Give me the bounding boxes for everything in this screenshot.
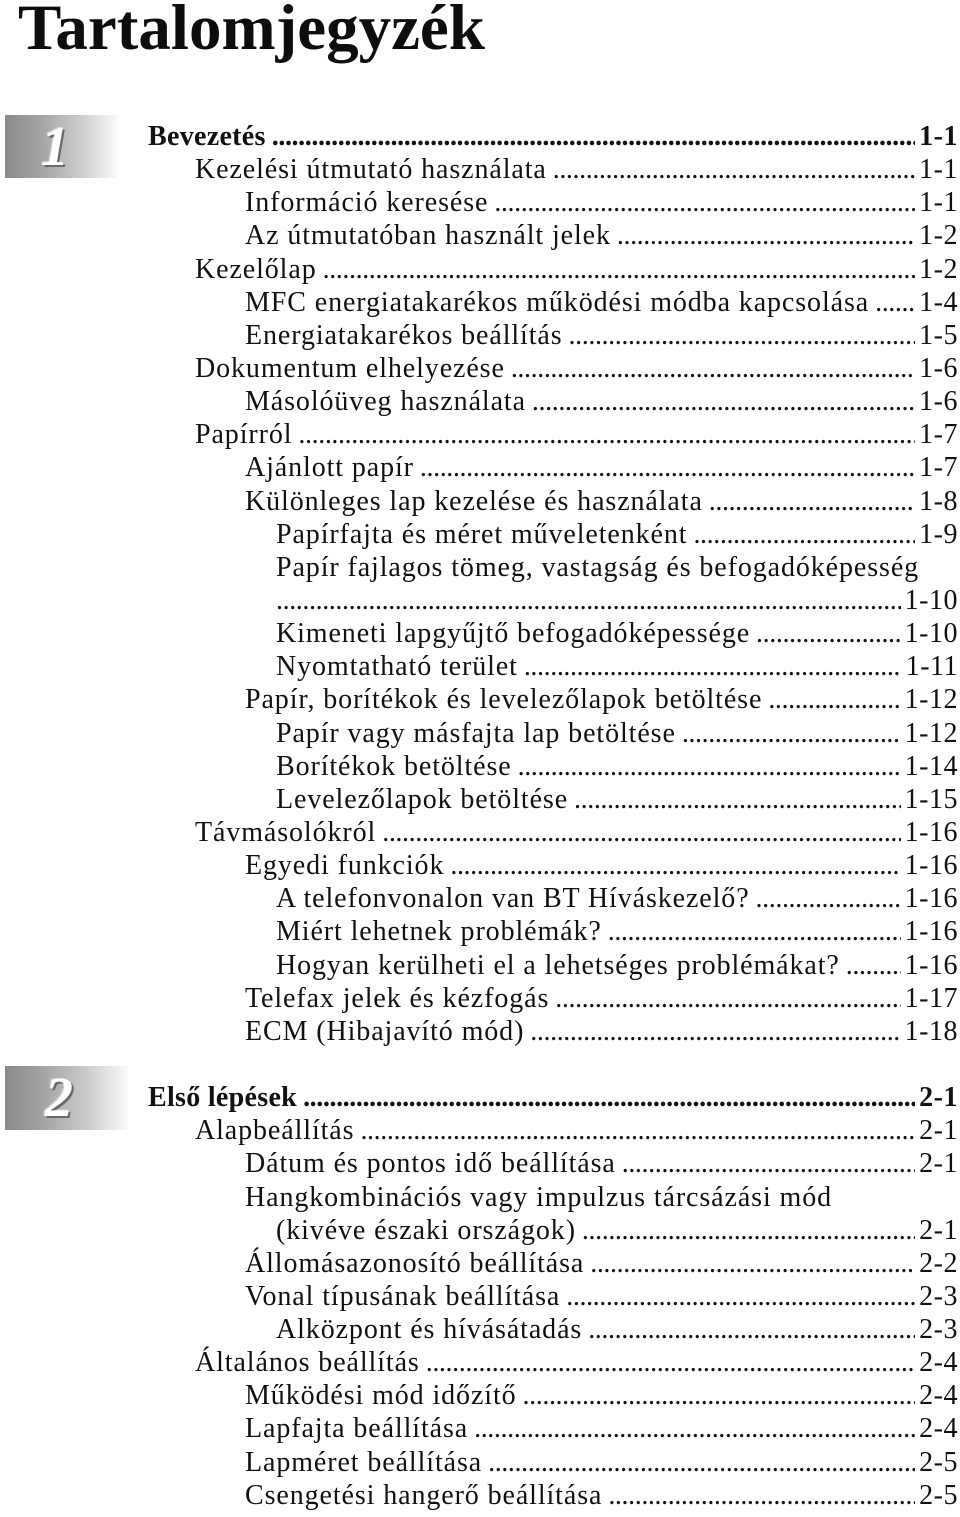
dot-leader [488, 1446, 915, 1479]
page-number: 2-5 [919, 1446, 958, 1478]
dot-leader [272, 120, 915, 153]
entry-title: Papír fajlagos tömeg, vastagság és befogadóképesség [276, 551, 920, 583]
dot-leader [756, 617, 901, 650]
chapter-number: 1 [41, 116, 69, 178]
page-number: 2-1 [919, 1115, 958, 1147]
toc-entry [0, 1181, 958, 1214]
page-number: 1-5 [919, 319, 958, 351]
dot-leader [555, 982, 900, 1015]
toc-entry [0, 1247, 958, 1280]
page-number: 1-7 [919, 452, 958, 484]
page-number: 1-16 [904, 850, 958, 882]
toc-entry [0, 485, 958, 518]
toc-entry [0, 849, 958, 882]
entry-title: Csengetési hangerő beállítása [245, 1479, 603, 1511]
dot-leader [426, 1346, 915, 1379]
toc-entry [0, 650, 958, 683]
entry-title: Lapméret beállítása [245, 1446, 483, 1478]
dot-leader [566, 1280, 915, 1313]
toc-entry [0, 882, 958, 915]
entry-title: Lapfajta beállítása [245, 1413, 469, 1445]
page-number: 2-2 [919, 1247, 958, 1279]
toc-entry [0, 1379, 958, 1412]
dot-leader [846, 949, 901, 982]
dot-leader [276, 584, 901, 617]
dot-leader [608, 1479, 915, 1512]
toc-entry [0, 982, 958, 1015]
dot-leader [450, 849, 900, 882]
dot-leader [303, 1081, 915, 1114]
toc-entry [0, 1313, 958, 1346]
page-number: 1-9 [919, 518, 958, 550]
page-number: 2-5 [919, 1479, 958, 1511]
toc-entry [0, 816, 958, 849]
entry-title: Levelezőlapok betöltése [276, 783, 569, 815]
dot-leader [682, 717, 901, 750]
dot-leader [709, 485, 915, 518]
dot-leader [523, 1379, 916, 1412]
entry-title: Az útmutatóban használt jelek [245, 220, 611, 252]
toc-entry [0, 584, 958, 617]
toc-entry [0, 319, 958, 352]
entry-title: Kimeneti lapgyűjtő befogadóképessége [276, 618, 751, 650]
entry-title: Általános beállítás [195, 1347, 420, 1379]
dot-leader [768, 683, 900, 716]
dot-leader [518, 750, 901, 783]
page-number: 2-1 [919, 1082, 958, 1114]
page-number: 1-12 [904, 684, 958, 716]
entry-title: (kivéve északi országok) [276, 1214, 576, 1246]
page-number: 2-3 [919, 1314, 958, 1346]
toc-entry [0, 186, 958, 219]
page-number: 1-16 [904, 916, 958, 948]
entry-title: Információ keresése [245, 187, 489, 219]
page-number: 1-16 [904, 816, 958, 848]
chapter-heading [0, 1081, 958, 1114]
toc-entry [0, 1280, 958, 1313]
entry-title: Energiatakarékos beállítás [245, 319, 563, 351]
toc-entry [0, 153, 958, 186]
page-number: 1-11 [905, 651, 958, 683]
entry-title: Kezelőlap [195, 253, 317, 285]
page-number: 1-2 [919, 220, 958, 252]
toc-entry [0, 451, 958, 484]
entry-title: Kezelési útmutató használata [195, 154, 547, 186]
page-number: 1-7 [919, 419, 958, 451]
entry-title: Hangkombinációs vagy impulzus tárcsázási mód [245, 1181, 833, 1213]
toc-entry [0, 783, 958, 816]
page-number: 2-4 [919, 1380, 958, 1412]
page-number: 1-10 [904, 584, 958, 616]
page-number: 1-6 [919, 352, 958, 384]
entry-title: Telefax jelek és kézfogás [245, 982, 550, 1014]
entry-title: Dokumentum elhelyezése [195, 352, 505, 384]
toc-entry [0, 1114, 958, 1147]
dot-leader [608, 915, 901, 948]
entry-title: Dátum és pontos idő beállítása [245, 1148, 616, 1180]
page-number: 2-1 [919, 1148, 958, 1180]
dot-leader [582, 1214, 915, 1247]
toc-entry [0, 219, 958, 252]
page-number: 1-6 [919, 386, 958, 418]
dot-leader [617, 219, 915, 252]
page-number: 1-1 [919, 121, 958, 152]
toc-entry [0, 352, 958, 385]
toc-entry [0, 286, 958, 319]
dot-leader [532, 385, 915, 418]
dot-leader [590, 1247, 915, 1280]
toc-entry [0, 518, 958, 551]
entry-title: Állomásazonosító beállítása [245, 1247, 585, 1279]
page-number: 2-1 [919, 1214, 958, 1246]
dot-leader [382, 816, 900, 849]
toc-entry [0, 717, 958, 750]
chapter-heading [0, 120, 958, 153]
dot-leader [588, 1313, 915, 1346]
dot-leader [574, 783, 901, 816]
entry-title: Papír vagy másfajta lap betöltése [276, 717, 676, 749]
entry-title: Nyomtatható terület [276, 651, 518, 683]
dot-leader [420, 451, 915, 484]
entry-title: A telefonvonalon van BT Híváskezelő? [276, 883, 750, 915]
entry-title: Papírfajta és méret műveletenként [276, 518, 688, 550]
toc-entry [0, 617, 958, 650]
toc-entry [0, 1147, 958, 1180]
dot-leader [530, 1015, 900, 1048]
entry-title: Papírról [195, 419, 293, 451]
toc-list [0, 116, 958, 1512]
dot-leader [622, 1147, 915, 1180]
toc-entry [0, 551, 958, 584]
page-number: 1-2 [919, 253, 958, 285]
toc-entry [0, 750, 958, 783]
toc-entry [0, 1479, 958, 1512]
page-number: 1-14 [904, 750, 958, 782]
dot-leader [298, 418, 915, 451]
entry-title: Miért lehetnek problémák? [276, 916, 602, 948]
page-number: 1-15 [904, 783, 958, 815]
entry-title: Működési mód időzítő [245, 1380, 517, 1412]
entry-title: Első lépések [148, 1082, 298, 1114]
entry-title: Borítékok betöltése [276, 750, 512, 782]
toc-entry [0, 1412, 958, 1445]
page-number: 1-4 [919, 286, 958, 318]
page-number: 1-18 [904, 1015, 958, 1047]
toc-entry [0, 1214, 958, 1247]
dot-leader [524, 650, 902, 683]
dot-leader [323, 253, 916, 286]
page-number: 1-1 [919, 187, 958, 219]
toc-entry [0, 418, 958, 451]
entry-title: Különleges lap kezelése és használata [245, 485, 703, 517]
entry-title: ECM (Hibajavító mód) [245, 1015, 525, 1047]
entry-title: Vonal típusának beállítása [245, 1280, 561, 1312]
page-number: 1-1 [919, 154, 958, 186]
dot-leader [756, 882, 901, 915]
entry-title: Bevezetés [148, 121, 266, 152]
dot-leader [511, 352, 915, 385]
toc-entry [0, 915, 958, 948]
entry-title: Alközpont és hívásátadás [276, 1314, 583, 1346]
dot-leader [693, 518, 915, 551]
entry-title: Hogyan kerülheti el a lehetséges problémákat? [276, 949, 840, 981]
entry-title: Papír, borítékok és levelezőlapok betöltése [245, 684, 763, 716]
page-number: 2-4 [919, 1413, 958, 1445]
page-number: 1-12 [904, 717, 958, 749]
dot-leader [360, 1114, 915, 1147]
dot-leader [569, 319, 916, 352]
page-number: 1-16 [904, 883, 958, 915]
chapter-number: 2 [45, 1067, 73, 1129]
toc-entry [0, 385, 958, 418]
entry-title: MFC energiatakarékos működési módba kapcsolása [245, 286, 870, 318]
entry-title: Másolóüveg használata [245, 386, 526, 418]
toc-entry [0, 683, 958, 716]
toc-entry [0, 1346, 958, 1379]
page-number: 2-4 [919, 1347, 958, 1379]
page-title: Tartalomjegyzék [18, 0, 485, 64]
chapter-spacer [0, 1048, 958, 1081]
entry-title: Egyedi funkciók [245, 850, 445, 882]
entry-title: Ajánlott papír [245, 452, 414, 484]
dot-leader [494, 186, 915, 219]
entry-title: Távmásolókról [195, 816, 377, 848]
dot-leader [474, 1412, 915, 1445]
page-number: 1-10 [904, 618, 958, 650]
page-number: 1-17 [904, 982, 958, 1014]
dot-leader [553, 153, 915, 186]
toc-entry [0, 1015, 958, 1048]
toc-entry [0, 949, 958, 982]
dot-leader [875, 286, 915, 319]
toc-entry [0, 1446, 958, 1479]
page-number: 1-16 [904, 949, 958, 981]
page-number: 1-8 [919, 485, 958, 517]
toc-entry [0, 253, 958, 286]
page-number: 2-3 [919, 1280, 958, 1312]
entry-title: Alapbeállítás [195, 1115, 355, 1147]
